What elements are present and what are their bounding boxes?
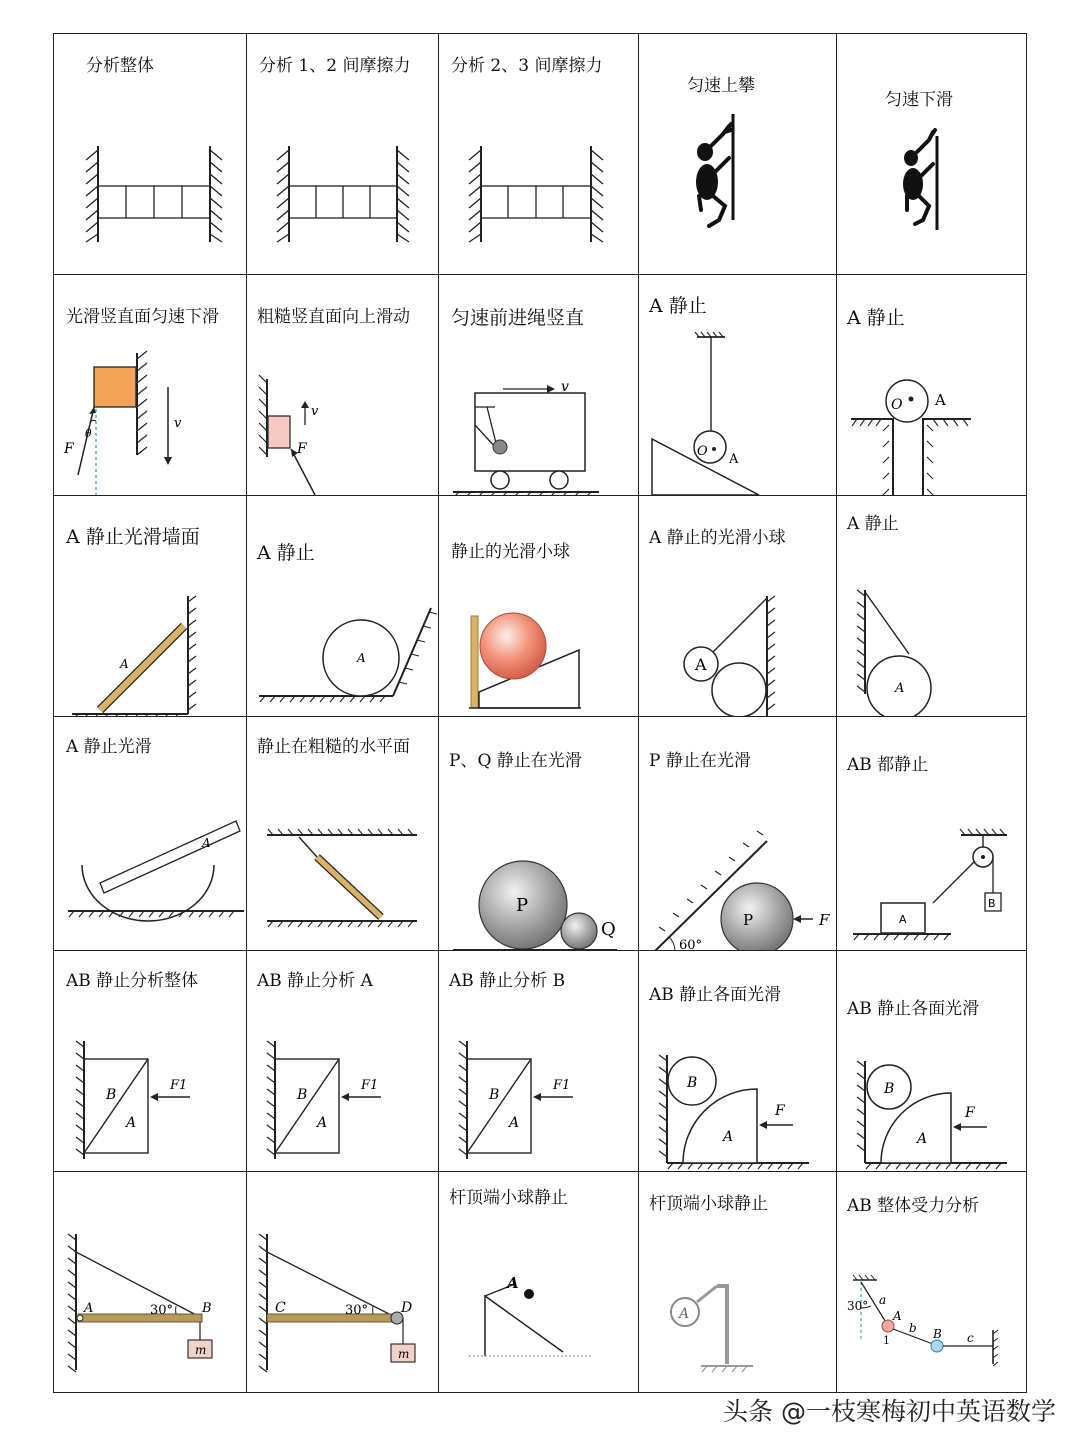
A-label: A <box>509 1115 520 1131</box>
cell-r1c4 <box>638 33 837 275</box>
ball-on-60-degree-incline-figure <box>639 717 837 951</box>
B-label: B <box>106 1087 117 1103</box>
A-label: A <box>899 913 907 926</box>
cell-label: AB 静止各面光滑 <box>847 999 980 1019</box>
ball-on-quarter-block-figure <box>639 951 837 1172</box>
A-label: A <box>357 651 366 665</box>
cell-r1c2 <box>246 33 439 275</box>
cell-label: A 静止 <box>847 307 905 329</box>
block-and-pulley-figure <box>837 717 1027 951</box>
m-label: m <box>195 1343 207 1357</box>
cell-r4c5 <box>836 716 1027 951</box>
O-label: O <box>697 444 708 459</box>
watermark: 头条 @一枝寒梅初中英语数学 <box>723 1397 1056 1426</box>
cell-label: A 静止光滑 <box>66 737 152 757</box>
cell-label: 杆顶端小球静止 <box>649 1194 768 1214</box>
angle-30-label: 30° <box>345 1303 369 1318</box>
cell-label: 光滑竖直面匀速下滑 <box>66 307 219 327</box>
A-label: A <box>120 657 129 671</box>
B-label: B <box>489 1087 500 1103</box>
v-label: v <box>174 416 182 431</box>
a-label: a <box>879 1293 887 1307</box>
B-label: B <box>988 897 996 910</box>
cell-r4c2 <box>246 716 439 951</box>
one-label: 1 <box>883 1334 890 1347</box>
angle-60-label: 60° <box>679 938 703 952</box>
cell-label: 杆顶端小球静止 <box>449 1188 568 1208</box>
wedge-blocks-A-B-figure <box>54 951 247 1172</box>
A-label: A <box>917 1131 928 1147</box>
A-label: A <box>126 1115 137 1131</box>
cell-label: A 静止的光滑小球 <box>649 528 786 548</box>
cell-label: AB 静止分析 A <box>257 971 373 991</box>
rod-in-bowl-figure <box>54 717 247 951</box>
O-label: O <box>891 397 903 413</box>
cell-r4c1 <box>53 716 247 951</box>
cell-label: AB 静止分析 B <box>449 971 566 991</box>
cell-r6c5 <box>836 1171 1027 1393</box>
cell-label: 分析整体 <box>86 56 154 76</box>
D-label: D <box>401 1300 413 1316</box>
cell-r6c4 <box>638 1171 837 1393</box>
B-label: B <box>297 1087 308 1103</box>
cell-label: A 静止 <box>649 295 707 317</box>
wedge-blocks-A-B-figure <box>247 951 439 1172</box>
cell-label: A 静止 <box>257 542 315 564</box>
cell-r1c5 <box>836 33 1027 275</box>
hinged-rod-with-hanging-mass-figure <box>54 1172 247 1393</box>
C-label: C <box>275 1300 286 1316</box>
cell-r2c4 <box>638 274 837 496</box>
ball-on-wedge-figure <box>439 496 639 717</box>
cell-r5c5 <box>836 950 1027 1172</box>
ball-on-quarter-block-figure <box>837 951 1027 1172</box>
block-on-rough-wall-figure <box>247 275 439 496</box>
cell-label: AB 静止各面光滑 <box>649 985 782 1005</box>
cell-label: P 静止在光滑 <box>649 751 751 771</box>
three-blocks-between-walls-figure <box>247 34 439 275</box>
two-balls-in-corner-figure <box>639 496 837 717</box>
cell-label: 分析 2、3 间摩擦力 <box>451 56 603 76</box>
m-label: m <box>398 1347 410 1361</box>
cell-label: A 静止光滑墙面 <box>66 526 200 548</box>
cell-label: AB 都静止 <box>847 755 929 775</box>
cell-label: AB 整体受力分析 <box>847 1196 980 1216</box>
cell-r1c3 <box>438 33 639 275</box>
A-label: A <box>935 391 946 409</box>
A-label: A <box>507 1274 519 1292</box>
rod-with-pulley-and-mass-figure <box>247 1172 439 1393</box>
v-label: v <box>561 379 569 395</box>
A-label: A <box>202 836 211 850</box>
cell-r3c2 <box>246 495 439 717</box>
hanging-ball-on-wall-figure <box>837 496 1027 717</box>
A-label: A <box>895 681 905 696</box>
F-label: F <box>297 441 307 457</box>
two-balls-on-strings-figure <box>837 1172 1027 1393</box>
ball-on-gap-figure <box>837 275 1027 496</box>
cell-r5c3 <box>438 950 639 1172</box>
A-label: A <box>84 1301 94 1316</box>
cell-r3c5 <box>836 495 1027 717</box>
cell-r4c3 <box>438 716 639 951</box>
ball-on-bent-rod-incline-figure <box>439 1172 639 1393</box>
F-label: F <box>965 1105 975 1121</box>
cell-r2c3 <box>438 274 639 496</box>
F1-label: F1 <box>553 1078 571 1093</box>
three-blocks-between-walls-figure <box>54 34 247 275</box>
B-label: B <box>202 1301 212 1316</box>
A-label: A <box>695 655 707 674</box>
diagram-grid <box>53 33 1027 1393</box>
c-label: c <box>967 1331 974 1345</box>
cell-r5c4 <box>638 950 837 1172</box>
angle-30-label: 30° <box>847 1299 869 1313</box>
rod-hung-on-rough-floor-figure <box>247 717 439 951</box>
cell-r6c1 <box>53 1171 247 1393</box>
P-label: P <box>743 911 754 929</box>
A-label: A <box>893 1309 902 1323</box>
cell-r1c1 <box>53 33 247 275</box>
cell-r3c3 <box>438 495 639 717</box>
cell-label: 分析 1、2 间摩擦力 <box>259 56 411 76</box>
F-label: F <box>775 1103 785 1119</box>
wedge-blocks-A-B-figure <box>439 951 639 1172</box>
ball-in-corner-figure <box>247 496 439 717</box>
cell-r2c2 <box>246 274 439 496</box>
P-label: P <box>516 895 529 916</box>
cell-r3c4 <box>638 495 837 717</box>
cell-label: 匀速上攀 <box>687 76 755 96</box>
v-label: v <box>311 404 319 419</box>
cell-r2c5 <box>836 274 1027 496</box>
B-label: B <box>687 1075 698 1091</box>
two-balls-P-Q-figure <box>439 717 639 951</box>
F1-label: F1 <box>170 1078 188 1093</box>
B-label: B <box>933 1327 942 1341</box>
b-label: b <box>909 1321 917 1335</box>
cell-label: 匀速下滑 <box>885 90 953 110</box>
cell-label: P、Q 静止在光滑 <box>449 751 582 771</box>
cell-label: 静止的光滑小球 <box>451 542 570 562</box>
F1-label: F1 <box>361 1078 379 1093</box>
cell-label: 粗糙竖直面向上滑动 <box>257 307 410 327</box>
cell-label: 静止在粗糙的水平面 <box>257 737 410 757</box>
F-label: F <box>819 911 830 929</box>
block-on-smooth-wall-figure <box>54 275 247 496</box>
cell-label: 匀速前进绳竖直 <box>451 307 585 329</box>
cell-r6c3 <box>438 1171 639 1393</box>
cell-r3c1 <box>53 495 247 717</box>
cell-r2c1 <box>53 274 247 496</box>
cell-label: AB 静止分析整体 <box>66 971 199 991</box>
A-label: A <box>317 1115 328 1131</box>
cell-r4c4 <box>638 716 837 951</box>
B-label: B <box>884 1081 895 1097</box>
A-label: A <box>729 452 739 467</box>
F-label: F <box>64 441 74 457</box>
ball-on-L-rod-figure <box>639 1172 837 1393</box>
rod-against-smooth-wall-figure <box>54 496 247 717</box>
monkey-sliding-figure <box>837 34 1027 275</box>
cell-r6c2 <box>246 1171 439 1393</box>
hanging-ball-on-incline-figure <box>639 275 837 496</box>
A-label: A <box>679 1306 690 1322</box>
A-label: A <box>723 1129 734 1145</box>
cell-r5c1 <box>53 950 247 1172</box>
angle-30-label: 30° <box>150 1303 174 1318</box>
three-blocks-between-walls-figure <box>439 34 639 275</box>
cell-r5c2 <box>246 950 439 1172</box>
cart-with-hanging-ball-figure <box>439 275 639 496</box>
cell-label: A 静止 <box>847 514 899 534</box>
monkey-climbing-figure <box>639 34 837 275</box>
theta-label: θ <box>85 427 92 440</box>
Q-label: Q <box>601 919 616 940</box>
